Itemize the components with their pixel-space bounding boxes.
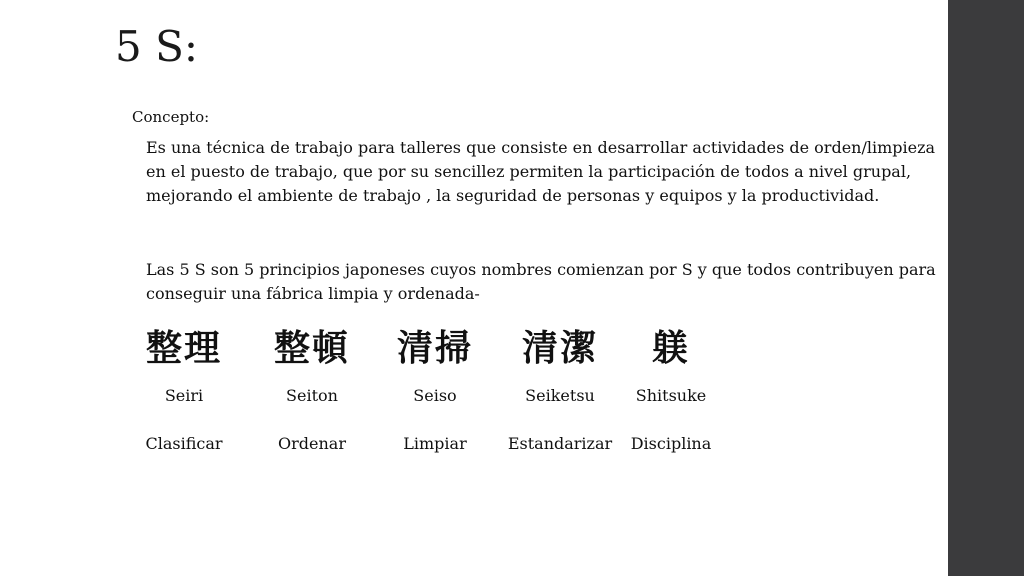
principle-romaji: Seiso <box>413 386 457 405</box>
principle-seiri <box>122 324 246 454</box>
principle-shitsuke <box>609 324 733 454</box>
principle-kanji: 整頓 <box>273 328 350 369</box>
principle-romaji: Seiketsu <box>525 386 595 405</box>
slide-title: 5 S: <box>115 22 198 71</box>
principles-paragraph: Las 5 S son 5 principios japoneses cuyos nombres comienzan por S y que todos contribuyen para conseguir una fábrica limpia y ordenada- <box>146 260 936 303</box>
side-accent-bar <box>948 0 1024 576</box>
principle-romaji: Seiton <box>286 386 338 405</box>
concept-paragraph: Es una técnica de trabajo para talleres que consiste en desarrollar actividades de orden/limpieza en el puesto de trabajo, que por su sencillez permiten la participación de todos a nivel grupal, mejorando el ambiente de trabajo , la seguridad de personas y equipos y la productividad. <box>146 138 936 205</box>
principle-meaning: Disciplina <box>630 434 712 453</box>
principle-meaning: Limpiar <box>403 434 467 453</box>
principle-kanji: 清掃 <box>396 328 473 369</box>
concept-label: Concepto: <box>132 108 210 126</box>
principle-kanji: 躾 <box>651 328 690 369</box>
principle-seiton <box>250 324 374 454</box>
principle-seiso <box>373 324 497 454</box>
principle-seiketsu <box>498 324 622 454</box>
principle-meaning: Clasificar <box>145 434 223 453</box>
principle-romaji: Shitsuke <box>635 386 707 405</box>
principle-meaning: Ordenar <box>278 434 346 453</box>
principle-kanji: 整理 <box>145 328 222 369</box>
principle-kanji: 清潔 <box>521 328 598 369</box>
principle-meaning: Estandarizar <box>507 434 613 453</box>
principle-romaji: Seiri <box>164 386 204 405</box>
